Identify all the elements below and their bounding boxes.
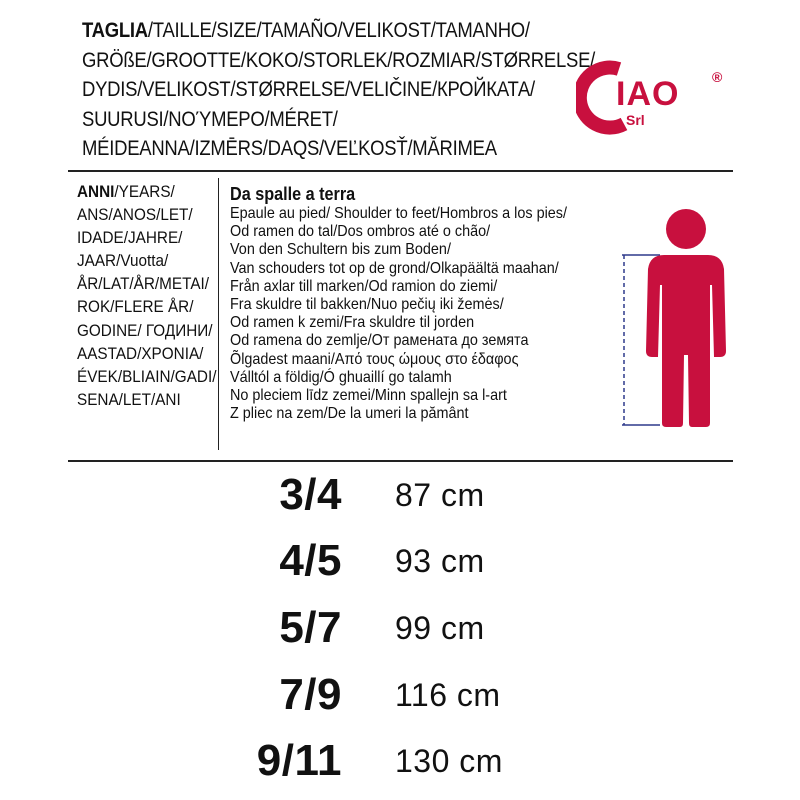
years-line: [77, 365, 216, 388]
years-line: [77, 203, 216, 226]
header-line: [82, 134, 529, 164]
header-line: [82, 75, 535, 105]
size-age: 3/4: [279, 470, 342, 519]
size-row: [0, 670, 800, 730]
measurement-line: Van schouders tot op de grond/Olkapäältä maahan/: [230, 259, 559, 277]
measurement-line: Õlgadest maani/Από τους ώμους στο έδαφος: [230, 350, 519, 368]
size-height: 87 cm: [395, 477, 485, 513]
header-text: /TAILLE/SIZE/TAMAÑO/VELIKOST/TAMANHO/: [147, 18, 530, 42]
header-text: DYDIS/VELIKOST/STØRRELSE/VELIČINE/КРОЙКАТА/: [82, 77, 535, 101]
divider-bottom: [68, 460, 733, 462]
ciao-logo: [576, 58, 736, 138]
years-line: [77, 342, 216, 365]
measurement-line: Epaule au pied/ Shoulder to feet/Hombros a los pies/: [230, 205, 568, 222]
measurement-line: Od ramena do zemlje/От рамената до земята: [230, 332, 529, 350]
years-line: [77, 319, 216, 342]
size-age: 4/5: [279, 536, 342, 585]
years-text: ROK/FLERE ÅR/: [77, 297, 194, 317]
measurement-line: Från axlar till marken/Od ramion do ziemi/: [230, 277, 498, 295]
years-line: [77, 388, 216, 411]
years-line: [77, 180, 216, 203]
years-line: [77, 249, 216, 272]
size-row: [0, 536, 800, 596]
years-line: [77, 272, 216, 295]
size-height: 116 cm: [395, 677, 501, 713]
figure-head: [666, 209, 706, 249]
header-line: [82, 105, 529, 135]
years-line: [77, 226, 216, 249]
header-text: MÉIDEANNA/IZMĒRS/DAQS/VEĽKOSŤ/MĂRIMEA: [82, 136, 497, 160]
years-text: SENA/LET/ANI: [77, 389, 181, 409]
size-row: [0, 470, 800, 530]
measurement-line: Od ramen k zemi/Fra skuldre til jorden: [230, 314, 475, 332]
size-row: [0, 736, 800, 796]
size-row: [0, 603, 800, 663]
measurement-line: Válltól a földig/Ó ghuaillí go talamh: [230, 368, 452, 386]
years-text: GODINE/ ГОДИНИ/: [77, 320, 213, 340]
size-height: 93 cm: [395, 543, 485, 579]
size-age: 7/9: [279, 670, 342, 719]
logo-srl: Srl: [626, 112, 645, 128]
measurement-line: Od ramen do tal/Dos ombros até o chão/: [230, 223, 491, 241]
size-age: 9/11: [256, 736, 342, 785]
header-line: [82, 16, 529, 46]
size-age: 5/7: [279, 603, 342, 652]
years-text: JAAR/Vuotta/: [77, 251, 169, 271]
human-figure-icon: [612, 205, 742, 435]
divider-top: [68, 170, 733, 172]
years-text: /YEARS/: [114, 182, 175, 201]
measurement-line: No pleciem līdz zemei/Minn spallejn sa l-art: [230, 387, 507, 405]
logo-registered-mark: ®: [712, 69, 723, 85]
years-line: [77, 295, 216, 318]
size-height: 130 cm: [395, 743, 503, 779]
years-text: IDADE/JAHRE/: [77, 228, 183, 248]
years-bold: ANNI: [77, 182, 115, 201]
size-height: 99 cm: [395, 610, 485, 646]
years-text: AASTAD/ΧΡΟΝΙΑ/: [77, 343, 204, 363]
figure-body: [646, 255, 726, 427]
years-label-block: [77, 180, 232, 411]
header-text: SUURUSI/ΝΟΎΜΕΡΟ/MÉRET/: [82, 106, 338, 131]
measurement-title: Da spalle a terra: [230, 184, 356, 204]
header-bold: TAGLIA: [82, 18, 148, 42]
measurement-description: [230, 183, 604, 423]
header-line: [82, 46, 596, 76]
measurement-line: Fra skuldre til bakken/Nuo pečių iki žemės/: [230, 296, 504, 314]
header-text: GRÖßE/GROOTTE/KOKO/STORLEK/ROZMIAR/STØRRELSE/: [82, 47, 596, 72]
years-text: ÉVEK/BLIAIN/GADI/: [77, 366, 217, 386]
years-text: ÅR/LAT/ÅR/METAI/: [77, 274, 210, 294]
measurement-line: Z pliec na zem/De la umeri la pământ: [230, 405, 469, 423]
logo-letters: IAO: [616, 75, 680, 113]
size-header: [82, 16, 602, 164]
measurement-line: Von den Schultern bis zum Boden/: [230, 241, 451, 259]
years-text: ANS/ANOS/LET/: [77, 205, 193, 225]
